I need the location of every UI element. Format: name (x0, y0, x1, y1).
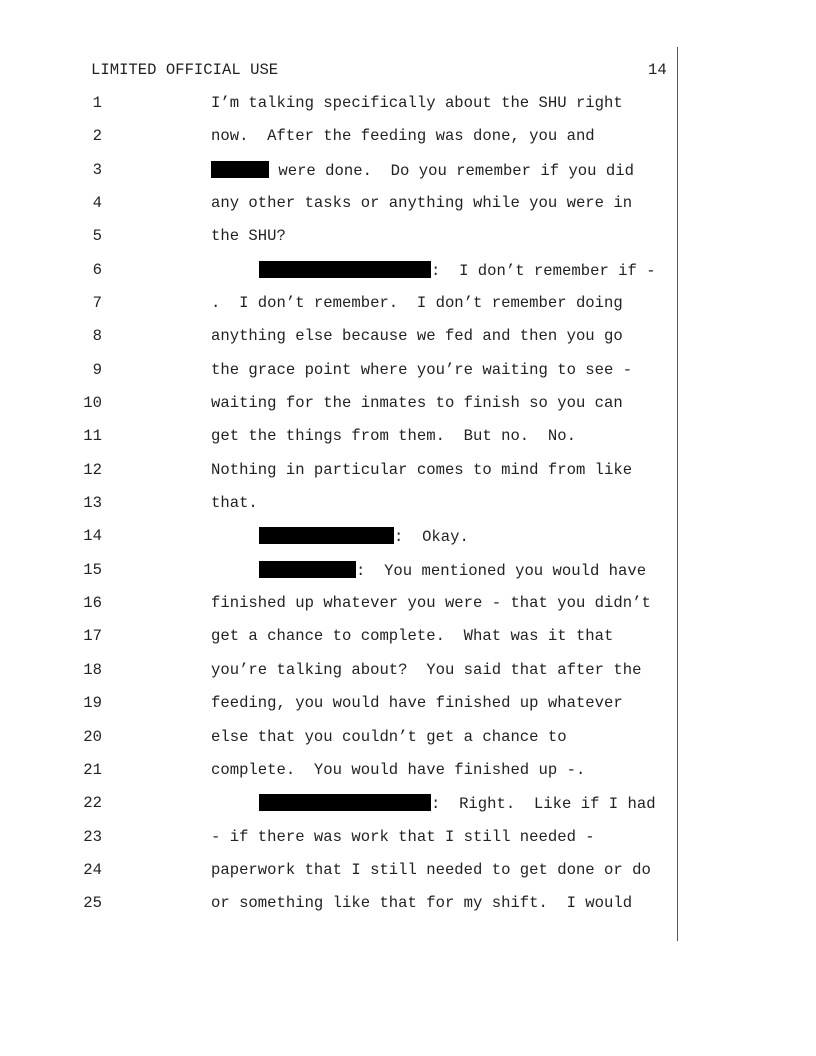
transcript-line (0, 394, 700, 414)
line-text: else that you couldn’t get a chance to (211, 727, 567, 746)
transcript-line (0, 194, 700, 214)
line-text-container (211, 327, 623, 345)
line-number: 14 (83, 527, 102, 546)
redaction-block (259, 561, 356, 578)
line-text-container (211, 894, 632, 912)
line-text-container (259, 261, 656, 280)
classification-label: LIMITED OFFICIAL USE (91, 61, 279, 79)
line-number: 19 (83, 694, 102, 713)
transcript-line (0, 94, 700, 114)
line-number: 3 (92, 160, 102, 179)
line-text: that. (211, 494, 258, 513)
line-number: 15 (83, 560, 102, 579)
redaction-block (259, 794, 431, 811)
line-text-container (211, 728, 567, 746)
line-text: Nothing in particular comes to mind from like (211, 460, 633, 479)
line-number: 8 (92, 327, 102, 346)
line-text-container (211, 861, 651, 879)
line-text-container (211, 761, 585, 779)
line-text: get the things from them. But no. No. (211, 427, 576, 446)
line-text-container (211, 94, 623, 112)
line-text: I’m talking specifically about the SHU right (211, 94, 623, 112)
page-number: 14 (648, 61, 667, 79)
line-number: 23 (83, 827, 102, 846)
line-text-container (211, 161, 634, 180)
line-text: : Okay. (394, 528, 469, 547)
line-text-container (211, 194, 632, 212)
line-number: 20 (83, 727, 102, 746)
line-text-container (211, 427, 576, 445)
line-text-container (211, 594, 651, 612)
transcript-line (0, 327, 700, 347)
transcript-line (0, 494, 700, 514)
line-number: 7 (92, 294, 102, 312)
transcript-line (0, 861, 700, 881)
line-number: 12 (83, 460, 102, 479)
line-text-container (211, 127, 595, 145)
line-text: paperwork that I still needed to get done or do (211, 860, 651, 879)
line-text: finished up whatever you were - that you didn’t (211, 594, 651, 613)
transcript-line (0, 594, 700, 614)
line-number: 21 (83, 760, 102, 779)
line-text: complete. You would have finished up -. (211, 760, 586, 779)
transcript-line (0, 427, 700, 447)
transcript-line (0, 361, 700, 381)
redaction-block (259, 527, 394, 544)
line-number: 9 (92, 360, 102, 379)
line-number: 16 (83, 594, 102, 613)
line-text-container (211, 661, 641, 679)
line-text-container (211, 394, 623, 412)
line-text: - if there was work that I still needed - (211, 827, 595, 846)
line-text: anything else because we fed and then you go (211, 327, 623, 346)
line-text: : Right. Like if I had (431, 795, 656, 814)
line-number: 10 (83, 394, 102, 413)
transcript-line (0, 761, 700, 781)
line-text-container (211, 461, 632, 479)
line-text-container (211, 694, 623, 712)
line-number: 17 (83, 627, 102, 646)
line-text-container (211, 361, 632, 379)
line-text: now. After the feeding was done, you and (211, 127, 595, 146)
transcript-line (0, 694, 700, 714)
line-text: . I don’t remember. I don’t remember doing (211, 294, 623, 312)
line-number: 6 (92, 260, 102, 279)
line-text: you’re talking about? You said that after the (211, 660, 642, 679)
redaction-block (259, 261, 431, 278)
line-text: were done. Do you remember if you did (269, 161, 634, 180)
line-text-container (259, 561, 646, 580)
line-number: 22 (83, 794, 102, 813)
line-text: get a chance to complete. What was it that (211, 627, 614, 646)
line-text-container (211, 227, 286, 245)
line-text-container (211, 494, 258, 512)
line-text: the SHU? (211, 227, 286, 246)
transcript-line (0, 627, 700, 647)
line-text-container (259, 527, 469, 546)
transcript-line (0, 461, 700, 481)
line-text: : You mentioned you would have (356, 561, 647, 580)
line-number: 25 (83, 894, 102, 913)
transcript-line (0, 294, 700, 314)
line-text-container (211, 627, 613, 645)
transcript-line (0, 828, 700, 848)
line-text: : I don’t remember if - (431, 261, 656, 280)
transcript-line (0, 227, 700, 247)
line-number: 18 (83, 660, 102, 679)
line-text: the grace point where you’re waiting to see - (211, 360, 633, 379)
line-number: 13 (83, 494, 102, 513)
transcript-line (0, 527, 700, 547)
redaction-block (211, 161, 269, 178)
line-number: 2 (92, 127, 102, 146)
line-text-container (259, 794, 656, 813)
transcript-line (0, 261, 700, 281)
line-text-container (211, 828, 595, 846)
transcript-line (0, 728, 700, 748)
line-number: 11 (83, 427, 102, 446)
line-number: 4 (92, 194, 102, 212)
line-number: 1 (92, 94, 102, 112)
line-text: any other tasks or anything while you were in (211, 194, 633, 212)
transcript-line (0, 161, 700, 181)
transcript-line (0, 127, 700, 147)
transcript-line (0, 894, 700, 914)
transcript-line (0, 794, 700, 814)
line-number: 5 (92, 227, 102, 246)
transcript-line (0, 661, 700, 681)
line-text: waiting for the inmates to finish so you can (211, 394, 623, 413)
line-text: or something like that for my shift. I would (211, 894, 633, 913)
line-text: feeding, you would have finished up whatever (211, 694, 623, 713)
line-number: 24 (83, 860, 102, 879)
line-text-container (211, 294, 623, 312)
transcript-line (0, 561, 700, 581)
